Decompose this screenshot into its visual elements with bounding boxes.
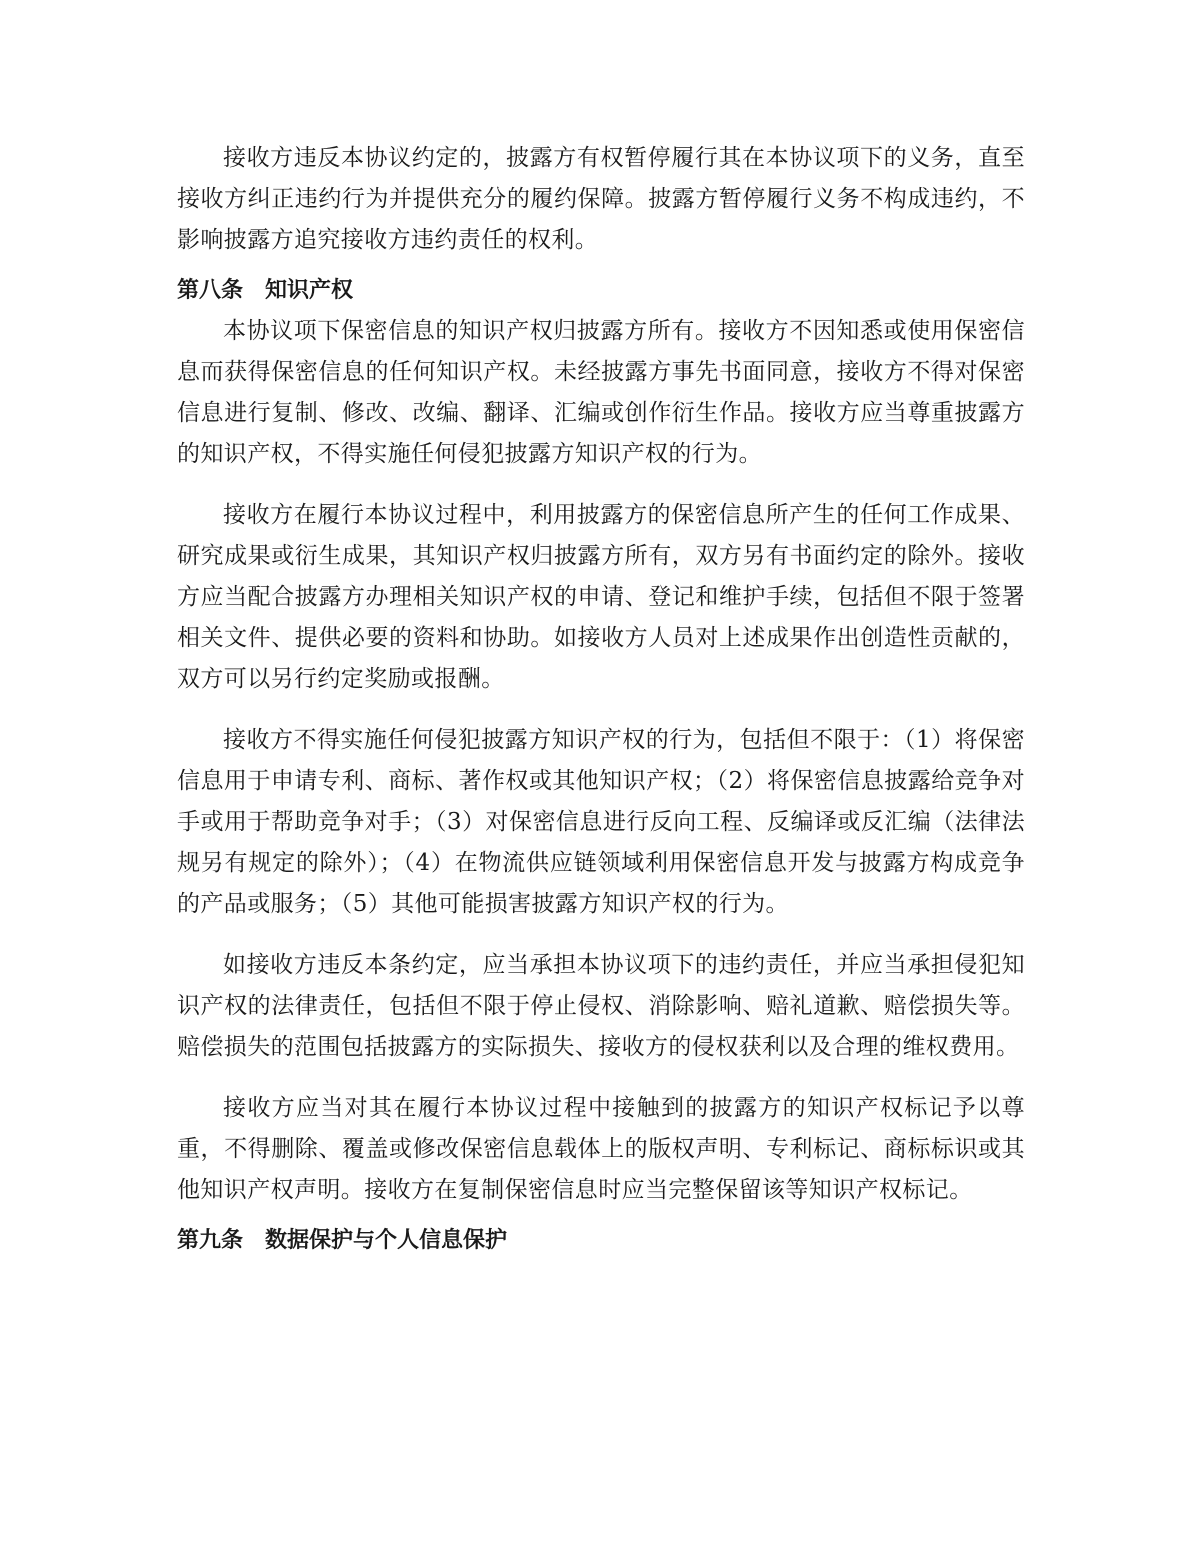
article-8-heading: 第八条 知识产权 [177, 278, 354, 303]
paragraph-ip-ownership: 本协议项下保密信息的知识产权归披露方所有。接收方不因知悉或使用保密信息而获得保密信息的任何知识产权。未经披露方事先书面同意，接收方不得对保密信息进行复制、修改、改编、翻译、汇编或创作衍生作品。接收方应当尊重披露方的知识产权，不得实施任何侵犯披露方知识产权的行为。 [177, 318, 1025, 467]
paragraph-suspension: 接收方违反本协议约定的，披露方有权暂停履行其在本协议项下的义务，直至接收方纠正违约行为并提供充分的履约保障。披露方暂停履行义务不构成违约，不影响披露方追究接收方违约责任的权利。 [177, 145, 1025, 253]
paragraph-prohibited-acts: 接收方不得实施任何侵犯披露方知识产权的行为，包括但不限于：（1）将保密信息用于申请专利、商标、著作权或其他知识产权；（2）将保密信息披露给竞争对手或用于帮助竞争对手；（3）对保密信息进行反向工程、反编译或反汇编（法律法规另有规定的除外）；（4）在物流供应链领域利用保密信息开发与披露方构成竞争的产品或服务；（5）其他可能损害披露方知识产权的行为。 [177, 727, 1025, 917]
document-page [177, 138, 1025, 1257]
paragraph-liability: 如接收方违反本条约定，应当承担本协议项下的违约责任，并应当承担侵犯知识产权的法律责任，包括但不限于停止侵权、消除影响、赔礼道歉、赔偿损失等。赔偿损失的范围包括披露方的实际损失、接收方的侵权获利以及合理的维权费用。 [177, 952, 1025, 1060]
paragraph-work-results: 接收方在履行本协议过程中，利用披露方的保密信息所产生的任何工作成果、研究成果或衍生成果，其知识产权归披露方所有，双方另有书面约定的除外。接收方应当配合披露方办理相关知识产权的申请、登记和维护手续，包括但不限于签署相关文件、提供必要的资料和协助。如接收方人员对上述成果作出创造性贡献的，双方可以另行约定奖励或报酬。 [177, 502, 1025, 692]
article-9-heading: 第九条 数据保护与个人信息保护 [177, 1228, 508, 1253]
paragraph-ip-marks: 接收方应当对其在履行本协议过程中接触到的披露方的知识产权标记予以尊重，不得删除、覆盖或修改保密信息载体上的版权声明、专利标记、商标标识或其他知识产权声明。接收方在复制保密信息时应当完整保留该等知识产权标记。 [177, 1095, 1025, 1203]
